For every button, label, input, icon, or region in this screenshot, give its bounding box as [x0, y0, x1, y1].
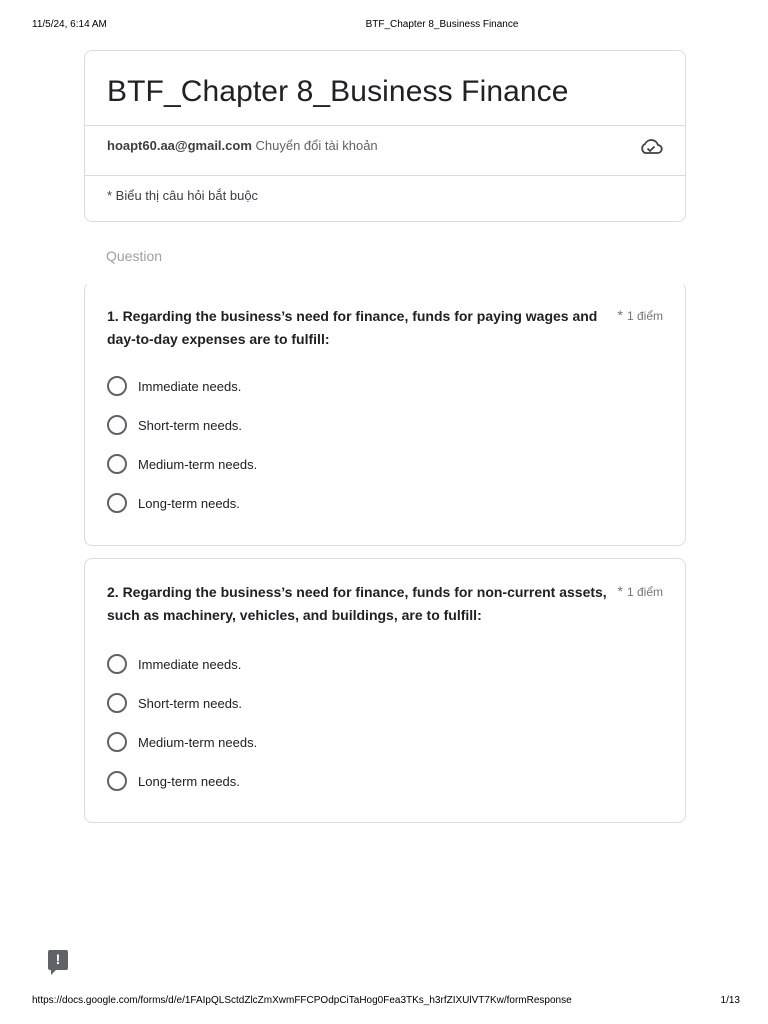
print-header: [0, 19, 768, 33]
divider: [85, 175, 685, 176]
radio-button[interactable]: [107, 654, 127, 674]
radio-button[interactable]: [107, 493, 127, 513]
required-star: *: [617, 583, 623, 599]
radio-button[interactable]: [107, 454, 127, 474]
section-label: Question: [106, 248, 163, 264]
points-label: 1 điểm: [626, 585, 663, 599]
form-header-card: [84, 50, 686, 222]
radio-button[interactable]: [107, 771, 127, 791]
radio-button[interactable]: [107, 415, 127, 435]
required-star: *: [617, 307, 623, 323]
divider: [85, 125, 685, 126]
radio-button[interactable]: [107, 732, 127, 752]
option[interactable]: [107, 375, 241, 397]
option-label: Immediate needs.: [138, 656, 242, 672]
form-title: BTF_Chapter 8_Business Finance: [107, 75, 569, 108]
question-points: [618, 307, 663, 323]
page-number: 1/13: [720, 995, 740, 1006]
required-note: * Biểu thị câu hỏi bắt buộc: [107, 188, 259, 203]
option[interactable]: [107, 492, 240, 514]
option-label: Short-term needs.: [138, 695, 243, 711]
points-label: 1 điểm: [626, 309, 663, 323]
question-text: 2. Regarding the business’s need for finance, funds for non-current assets, such as machinery, vehicles, and buildings, are to fulfill:: [107, 584, 607, 623]
print-footer: [0, 995, 768, 1009]
option[interactable]: [107, 414, 242, 436]
radio-button[interactable]: [107, 376, 127, 396]
print-datetime: 11/5/24, 6:14 AM: [32, 19, 107, 30]
option[interactable]: [107, 692, 242, 714]
option[interactable]: [107, 731, 257, 753]
option[interactable]: [107, 770, 240, 792]
cloud-check-icon: [639, 136, 663, 158]
question-points: [618, 583, 663, 599]
option-label: Short-term needs.: [138, 417, 243, 433]
feedback-icon[interactable]: !: [48, 950, 68, 970]
radio-button[interactable]: [107, 693, 127, 713]
option[interactable]: [107, 453, 257, 475]
print-title: BTF_Chapter 8_Business Finance: [365, 19, 519, 30]
print-url: https://docs.google.com/forms/d/e/1FAIpQLSctdZlcZmXwmFFCPOdpCiTaHog0Fea3TKs_h3rfZIXUlVT7Kw/formResponse: [32, 995, 572, 1006]
option-label: Medium-term needs.: [138, 456, 258, 472]
option-label: Long-term needs.: [138, 773, 240, 789]
question-card-2: [84, 558, 686, 823]
option[interactable]: [107, 653, 241, 675]
option-label: Long-term needs.: [138, 495, 240, 511]
option-label: Immediate needs.: [138, 378, 242, 394]
option-label: Medium-term needs.: [138, 734, 258, 750]
question-text: 1. Regarding the business’s need for finance, funds for paying wages and day-to-day expenses are to fulfill:: [107, 308, 598, 347]
account-email: hoapt60.aa@gmail.com: [107, 138, 252, 153]
account-row: [107, 138, 378, 153]
switch-account-link[interactable]: Chuyển đổi tài khoản: [255, 138, 378, 153]
question-card-1: [84, 282, 686, 546]
